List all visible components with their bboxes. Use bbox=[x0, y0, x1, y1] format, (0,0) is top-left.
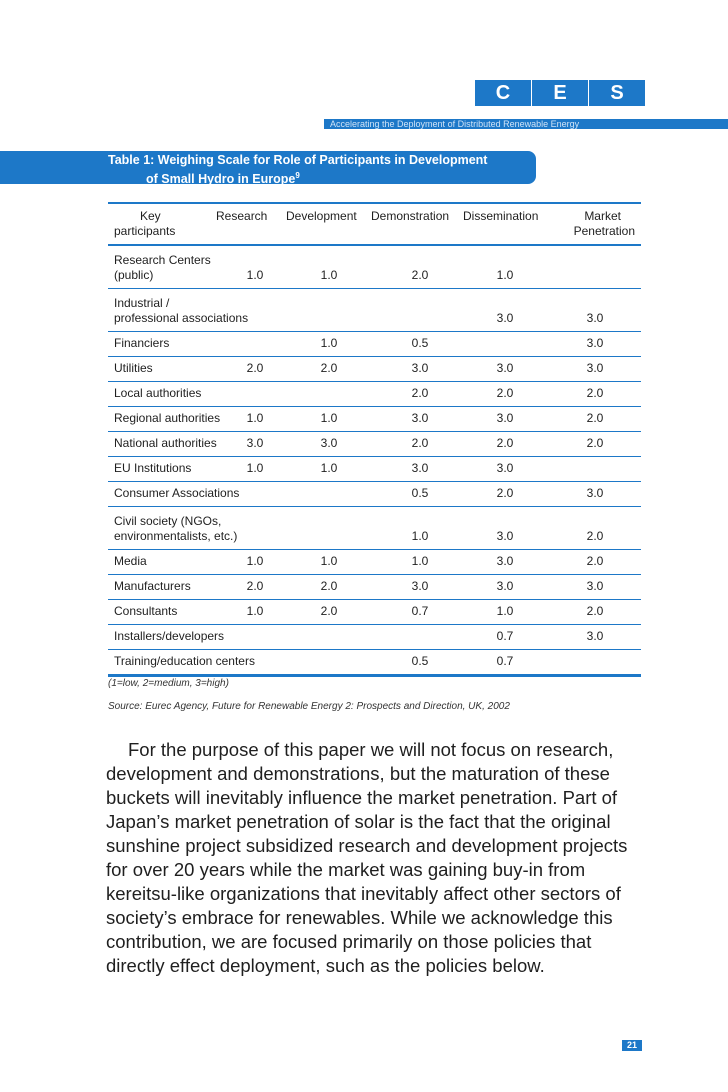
header-dissemination: Dissemination bbox=[463, 209, 539, 223]
cell-dissemination: 2.0 bbox=[496, 436, 514, 450]
cell-market: 3.0 bbox=[586, 336, 604, 350]
page-number: 21 bbox=[622, 1040, 642, 1051]
participant-name bbox=[114, 386, 344, 401]
participant-name-line2: Media bbox=[114, 554, 147, 568]
table-row bbox=[108, 407, 641, 432]
cell-dissemination: 1.0 bbox=[496, 604, 514, 618]
cell-dissemination: 2.0 bbox=[496, 486, 514, 500]
cell-development: 3.0 bbox=[320, 436, 338, 450]
cell-market: 2.0 bbox=[586, 604, 604, 618]
cell-dissemination: 3.0 bbox=[496, 361, 514, 375]
participant-name-line2: professional associations bbox=[114, 311, 249, 325]
cell-dissemination: 0.7 bbox=[496, 654, 514, 668]
participant-name-line1: Civil society (NGOs, bbox=[114, 514, 222, 528]
header-market-line1: Market bbox=[584, 209, 621, 223]
participant-name-line2: Local authorities bbox=[114, 386, 202, 400]
cell-market: 3.0 bbox=[586, 579, 604, 593]
cell-development: 1.0 bbox=[320, 461, 338, 475]
table-row bbox=[108, 246, 641, 289]
cell-market: 2.0 bbox=[586, 411, 604, 425]
cell-demonstration: 1.0 bbox=[411, 529, 429, 543]
table-row bbox=[108, 625, 641, 650]
participant-name bbox=[114, 514, 344, 544]
cell-dissemination: 3.0 bbox=[496, 529, 514, 543]
header-market-line2: Penetration bbox=[573, 224, 635, 238]
title-footnote: 9 bbox=[295, 171, 300, 180]
cell-dissemination: 3.0 bbox=[496, 554, 514, 568]
table-row bbox=[108, 457, 641, 482]
cell-research: 1.0 bbox=[246, 268, 264, 282]
cell-dissemination: 1.0 bbox=[496, 268, 514, 282]
table-title-line2: of Small Hydro in Europe$^9$ bbox=[146, 171, 300, 187]
cell-demonstration: 3.0 bbox=[411, 361, 429, 375]
participant-name-line1: Research Centers bbox=[114, 253, 211, 267]
participant-name-line2: Installers/developers bbox=[114, 629, 225, 643]
header-market-penetration bbox=[555, 209, 635, 239]
participant-name-line2: (public) bbox=[114, 268, 154, 282]
cell-market: 2.0 bbox=[586, 529, 604, 543]
logo-letter-s: S bbox=[589, 80, 645, 106]
header-research: Research bbox=[216, 209, 268, 223]
cell-dissemination: 3.0 bbox=[496, 311, 514, 325]
cell-market: 2.0 bbox=[586, 554, 604, 568]
participant-name-line2: Financiers bbox=[114, 336, 170, 350]
table-row bbox=[108, 357, 641, 382]
tagline-bar: Accelerating the Deployment of Distributed Renewable Energy bbox=[324, 119, 728, 129]
scale-note: (1=low, 2=medium, 3=high) bbox=[108, 678, 229, 689]
participant-name-line2: EU Institutions bbox=[114, 461, 192, 475]
table-title bbox=[0, 151, 536, 187]
ces-logo bbox=[474, 80, 645, 106]
cell-demonstration: 0.7 bbox=[411, 604, 429, 618]
cell-market: 3.0 bbox=[586, 486, 604, 500]
participant-name-line2: Consumer Associations bbox=[114, 486, 240, 500]
cell-research: 2.0 bbox=[246, 361, 264, 375]
table-title-line1: Table 1: Weighing Scale for Role of Participants in Development bbox=[108, 153, 488, 167]
participant-name-line2: Training/education centers bbox=[114, 654, 255, 668]
table-row bbox=[108, 600, 641, 625]
cell-research: 1.0 bbox=[246, 461, 264, 475]
table-row bbox=[108, 550, 641, 575]
cell-demonstration: 3.0 bbox=[411, 579, 429, 593]
cell-demonstration: 1.0 bbox=[411, 554, 429, 568]
table-row bbox=[108, 650, 641, 675]
cell-development: 2.0 bbox=[320, 579, 338, 593]
cell-dissemination: 3.0 bbox=[496, 579, 514, 593]
header-key-line1: Key bbox=[140, 209, 161, 223]
table-row bbox=[108, 432, 641, 457]
table-row bbox=[108, 575, 641, 600]
participant-name-line1: Industrial / bbox=[114, 296, 170, 310]
header-demonstration: Demonstration bbox=[371, 209, 450, 223]
participant-name bbox=[114, 296, 344, 326]
body-paragraph: For the purpose of this paper we will not focus on research, development and demonstrations, but the maturation of these buckets will inevitably influence the market penetration. Part of Japan’s market penetration of solar is the fact that the original sunshine project subsidized research and development projects for over 20 years while the market was gaining buy-in from kereitsu-like organizations that inevitably affect other sectors of society’s embrace for renewables. While we acknowledge this contribution, we are focused primarily on those policies that directly effect deployment, such as the policies below. bbox=[106, 739, 628, 976]
table-source: Source: Eurec Agency, Future for Renewable Energy 2: Prospects and Direction, UK, 2002 bbox=[108, 701, 510, 712]
cell-demonstration: 3.0 bbox=[411, 411, 429, 425]
cell-research: 3.0 bbox=[246, 436, 264, 450]
cell-market: 2.0 bbox=[586, 436, 604, 450]
cell-dissemination: 2.0 bbox=[496, 386, 514, 400]
participant-name-line2: environmentalists, etc.) bbox=[114, 529, 238, 543]
participant-name-line2: Utilities bbox=[114, 361, 153, 375]
logo-letter-c: C bbox=[475, 80, 531, 106]
cell-demonstration: 2.0 bbox=[411, 386, 429, 400]
cell-demonstration: 0.5 bbox=[411, 486, 429, 500]
cell-demonstration: 2.0 bbox=[411, 436, 429, 450]
participant-name-line2: Regional authorities bbox=[114, 411, 221, 425]
participant-name bbox=[114, 654, 344, 669]
cell-development: 1.0 bbox=[320, 268, 338, 282]
participants-table bbox=[108, 202, 641, 677]
cell-market: 3.0 bbox=[586, 361, 604, 375]
cell-demonstration: 0.5 bbox=[411, 336, 429, 350]
header-development: Development bbox=[286, 209, 357, 223]
cell-development: 1.0 bbox=[320, 336, 338, 350]
cell-development: 1.0 bbox=[320, 411, 338, 425]
cell-research: 1.0 bbox=[246, 604, 264, 618]
table-row bbox=[108, 289, 641, 332]
cell-demonstration: 2.0 bbox=[411, 268, 429, 282]
cell-market: 2.0 bbox=[586, 386, 604, 400]
cell-demonstration: 0.5 bbox=[411, 654, 429, 668]
cell-demonstration: 3.0 bbox=[411, 461, 429, 475]
header-key-participants bbox=[114, 209, 194, 239]
cell-dissemination: 3.0 bbox=[496, 411, 514, 425]
cell-dissemination: 3.0 bbox=[496, 461, 514, 475]
table-row bbox=[108, 507, 641, 550]
table-row bbox=[108, 332, 641, 357]
participant-name-line2: National authorities bbox=[114, 436, 217, 450]
table-body bbox=[108, 246, 641, 675]
cell-research: 1.0 bbox=[246, 554, 264, 568]
participant-name-line2: Manufacturers bbox=[114, 579, 191, 593]
cell-dissemination: 0.7 bbox=[496, 629, 514, 643]
header-key-line2: participants bbox=[114, 224, 176, 238]
participant-name bbox=[114, 629, 344, 644]
participant-name-line2: Consultants bbox=[114, 604, 178, 618]
participant-name bbox=[114, 486, 344, 501]
cell-market: 3.0 bbox=[586, 311, 604, 325]
cell-research: 1.0 bbox=[246, 411, 264, 425]
cell-research: 2.0 bbox=[246, 579, 264, 593]
cell-development: 2.0 bbox=[320, 604, 338, 618]
cell-development: 2.0 bbox=[320, 361, 338, 375]
cell-development: 1.0 bbox=[320, 554, 338, 568]
table-row bbox=[108, 482, 641, 507]
logo-letter-e: E bbox=[532, 80, 588, 106]
table-row bbox=[108, 382, 641, 407]
cell-market: 3.0 bbox=[586, 629, 604, 643]
table-header-row bbox=[108, 204, 641, 246]
